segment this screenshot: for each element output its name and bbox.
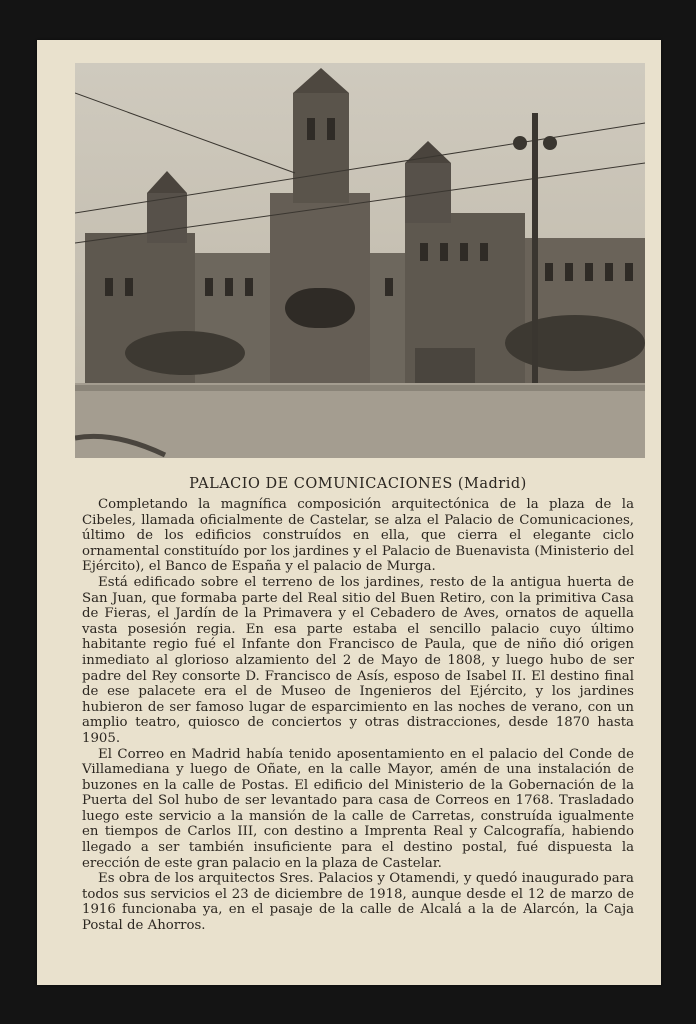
paragraph: Está edificado sobre el terreno de los jardines, resto de la antigua huerta de San Juan, que formaba parte del Real sitio del Buen Retiro, con la primitiva Casa de Fieras, el Jardín de la Primavera y el Cebadero de Aves, ornatos de aquella vasta posesión regia. En esa parte estaba el sencillo palacio cuyo último habitante regio fué el Infante don Francisco de Paula, que de niño dió origen inmediato al glorioso alzamiento del 2 de Mayo de 1808, y luego hubo de ser padre del Rey consorte D. Francisco de Asís, esposo de Isabel II. El destino final de ese palacete era el de Museo de Ingenieros del Ejército, y los jardines hubieron de ser famoso lugar de esparcimiento en las noches de verano, con un amplio teatro, quiosco de conciertos y otras distracciones, desde 1870 hasta 1905.	[82, 574, 634, 746]
paragraph: Es obra de los arquitectos Sres. Palacios y Otamendi, y quedó inaugurado para todos sus servicios el 23 de diciembre de 1918, aunque desde el 12 de marzo de 1916 funcionaba ya, en el pasaje de la calle de Alcalá a la de Alarcón, la Caja Postal de Ahorros.	[82, 871, 634, 934]
description-text	[82, 497, 634, 934]
building-photograph	[75, 63, 645, 458]
palace-illustration	[75, 63, 645, 458]
paragraph: Completando la magnífica composición arquitectónica de la plaza de la Cibeles, llamada oficialmente de Castelar, se alza el Palacio de Comunicaciones, último de los edificios construídos en ella, que cierra el elegante ciclo ornamental constituído por los jardines y el Palacio de Buenavista (Ministerio del Ejército), el Banco de España y el palacio de Murga.	[82, 497, 634, 575]
postcard-title: PALACIO DE COMUNICACIONES (Madrid)	[189, 476, 527, 492]
paragraph: El Correo en Madrid había tenido aposentamiento en el palacio del Conde de Villamediana y luego de Oñate, en la calle Mayor, amén de una instalación de buzones en la calle de Postas. El edificio del Ministerio de la Gobernación de la Puerta del Sol hubo de ser levantado para casa de Correos en 1768. Trasladado luego este servicio a la mansión de la calle de Carretas, construída igualmente en tiempos de Carlos III, con destino a Imprenta Real y Calcografía, habiendo llegado a ser también insuficiente para el destino postal, fué dispuesta la erección de este gran palacio en la plaza de Castelar.	[82, 746, 634, 871]
